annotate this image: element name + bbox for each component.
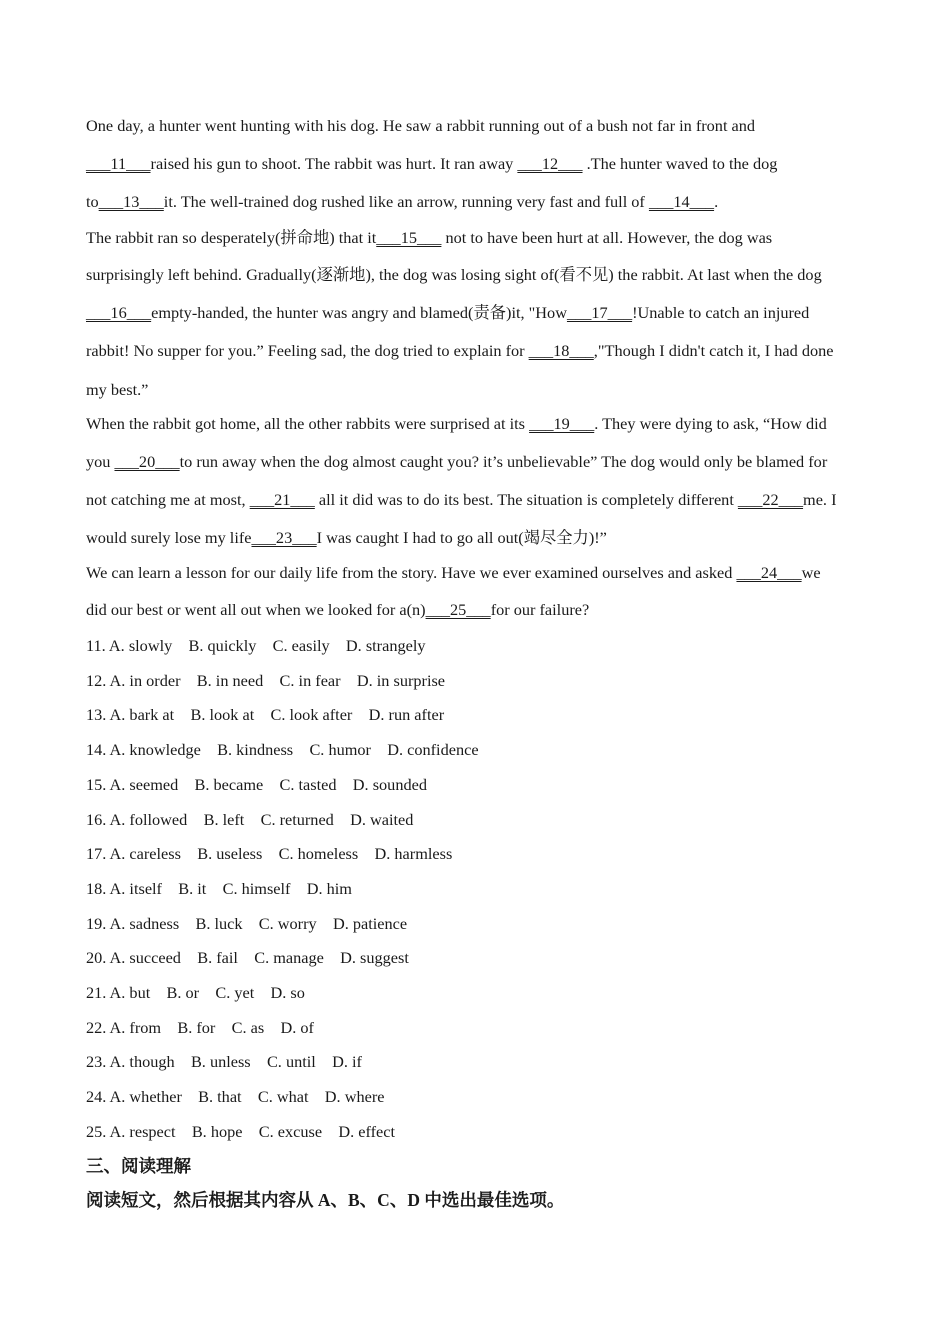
passage-line	[86, 600, 589, 620]
answer-option: B. look at	[190, 705, 255, 724]
answer-option: B. quickly	[188, 636, 257, 655]
answer-option: A. itself	[109, 879, 162, 898]
answer-option: C. manage	[254, 948, 324, 967]
answer-option: B. or	[166, 983, 200, 1002]
passage-text: all it did was to do its best. The situation is completely different	[314, 490, 738, 509]
answer-option: A. careless	[109, 844, 181, 863]
passage-line	[86, 228, 772, 248]
question-item	[86, 844, 452, 864]
question-number: 21.	[86, 983, 107, 1002]
answer-option: D. him	[306, 879, 352, 898]
passage-text: The rabbit ran so desperately(拼命地) that it	[86, 228, 377, 247]
question-item	[86, 948, 409, 968]
answer-option: B. kindness	[217, 740, 294, 759]
passage-text: ,"Though I didn't catch it, I had done	[593, 341, 834, 360]
passage-line	[86, 116, 755, 136]
question-item	[86, 914, 407, 934]
question-number: 24.	[86, 1087, 107, 1106]
passage-text: I was caught I had to go all out(竭尽全力)!”	[316, 528, 607, 547]
passage-line	[86, 380, 148, 400]
answer-option: D. waited	[350, 810, 414, 829]
passage-text: raised his gun to shoot. The rabbit was hurt. It ran away	[150, 154, 518, 173]
passage-text: surprisingly left behind. Gradually(逐渐地), the dog was losing sight of(看不见) the rabbit. At last when the dog	[86, 265, 822, 284]
blank: ___14___	[648, 192, 715, 211]
section-instruction: 阅读短文，然后根据其内容从 A、B、C、D 中选出最佳选项。	[86, 1190, 565, 1210]
passage-text: to	[86, 192, 99, 211]
question-item	[86, 775, 427, 795]
answer-option: A. but	[109, 983, 151, 1002]
question-item	[86, 1122, 395, 1142]
question-item	[86, 636, 426, 656]
answer-option: A. respect	[109, 1122, 176, 1141]
answer-option: B. hope	[191, 1122, 243, 1141]
question-number: 20.	[86, 948, 107, 967]
passage-text: !Unable to catch an injured	[632, 303, 810, 322]
blank: ___22___	[737, 490, 804, 509]
passage-text: .	[714, 192, 719, 211]
passage-text: When the rabbit got home, all the other rabbits were surprised at its	[86, 414, 530, 433]
passage-text: to run away when the dog almost caught you? it’s unbelievable” The dog would only be blamed for	[179, 452, 828, 471]
passage-text: We can learn a lesson for our daily life from the story. Have we ever examined ourselves and asked	[86, 563, 737, 582]
blank: ___12___	[517, 154, 583, 173]
answer-option: A. followed	[109, 810, 188, 829]
passage-text: empty-handed, the hunter was angry and blamed(责备)it, "How	[151, 303, 567, 322]
answer-option: A. seemed	[109, 775, 179, 794]
answer-option: B. useless	[197, 844, 263, 863]
question-number: 17.	[86, 844, 107, 863]
passage-text: would surely lose my life	[86, 528, 252, 547]
answer-option: C. tasted	[279, 775, 337, 794]
blank: ___19___	[529, 414, 595, 433]
passage-text: me. I	[803, 490, 837, 509]
passage-line	[86, 563, 821, 583]
answer-option: C. excuse	[258, 1122, 323, 1141]
question-number: 12.	[86, 671, 107, 690]
answer-option: D. patience	[332, 914, 408, 933]
answer-option: C. in fear	[279, 671, 341, 690]
question-number: 22.	[86, 1018, 107, 1037]
passage-text: not catching me at most,	[86, 490, 250, 509]
passage-text: rabbit! No supper for you.” Feeling sad, the dog tried to explain for	[86, 341, 529, 360]
blank: ___17___	[566, 303, 633, 322]
answer-option: C. easily	[272, 636, 330, 655]
blank: ___18___	[528, 341, 594, 360]
answer-option: B. unless	[190, 1052, 251, 1071]
answer-option: A. whether	[109, 1087, 182, 1106]
answer-option: C. himself	[222, 879, 291, 898]
answer-option: C. worry	[258, 914, 317, 933]
answer-option: B. fail	[197, 948, 238, 967]
passage-text: not to have been hurt at all. However, the dog was	[441, 228, 773, 247]
answer-option: B. luck	[195, 914, 243, 933]
question-number: 16.	[86, 810, 107, 829]
question-item	[86, 1052, 362, 1072]
answer-option: D. so	[270, 983, 305, 1002]
passage-text: my best.”	[86, 380, 149, 399]
answer-option: A. sadness	[109, 914, 180, 933]
answer-option: C. yet	[215, 983, 255, 1002]
blank: ___21___	[249, 490, 315, 509]
passage-line	[86, 528, 607, 548]
passage-text: . They were dying to ask, “How did	[594, 414, 827, 433]
question-item	[86, 983, 305, 1003]
blank: ___11___	[86, 154, 151, 173]
question-item	[86, 740, 479, 760]
passage-line	[86, 414, 827, 434]
question-item	[86, 1018, 314, 1038]
answer-option: B. left	[203, 810, 245, 829]
passage-line	[86, 192, 718, 212]
answer-option: D. in surprise	[356, 671, 446, 690]
answer-option: D. where	[324, 1087, 385, 1106]
answer-option: D. strangely	[345, 636, 426, 655]
question-number: 13.	[86, 705, 107, 724]
question-number: 23.	[86, 1052, 107, 1071]
answer-option: C. humor	[309, 740, 371, 759]
passage-text: you	[86, 452, 115, 471]
answer-option: A. though	[109, 1052, 175, 1071]
answer-option: D. suggest	[340, 948, 409, 967]
question-item	[86, 1087, 384, 1107]
passage-text: One day, a hunter went hunting with his dog. He saw a rabbit running out of a bush not far in front and	[86, 116, 756, 135]
answer-option: D. confidence	[387, 740, 479, 759]
passage-text: for our failure?	[490, 600, 590, 619]
answer-option: D. sounded	[352, 775, 427, 794]
answer-option: B. that	[198, 1087, 242, 1106]
question-number: 11.	[86, 636, 106, 655]
answer-option: D. of	[280, 1018, 314, 1037]
passage-line	[86, 341, 834, 361]
passage-text: we	[801, 563, 821, 582]
answer-option: A. succeed	[109, 948, 181, 967]
answer-option: D. harmless	[374, 844, 453, 863]
question-item	[86, 879, 352, 899]
blank: ___20___	[114, 452, 180, 471]
answer-option: A. knowledge	[109, 740, 201, 759]
answer-option: B. it	[178, 879, 207, 898]
question-number: 25.	[86, 1122, 107, 1141]
answer-option: C. what	[257, 1087, 309, 1106]
answer-option: C. look after	[270, 705, 353, 724]
answer-option: D. effect	[338, 1122, 395, 1141]
answer-option: A. bark at	[109, 705, 175, 724]
question-number: 15.	[86, 775, 107, 794]
blank: ___16___	[86, 303, 152, 322]
question-number: 14.	[86, 740, 107, 759]
question-item	[86, 810, 413, 830]
answer-option: C. as	[231, 1018, 265, 1037]
answer-option: C. until	[266, 1052, 316, 1071]
answer-option: C. homeless	[278, 844, 359, 863]
answer-option: B. for	[177, 1018, 216, 1037]
passage-line	[86, 303, 809, 323]
blank: ___13___	[98, 192, 164, 211]
question-number: 19.	[86, 914, 107, 933]
answer-option: A. from	[109, 1018, 162, 1037]
answer-option: B. in need	[196, 671, 264, 690]
passage-line	[86, 490, 837, 510]
passage-text: did our best or went all out when we looked for a(n)	[86, 600, 426, 619]
answer-option: D. if	[332, 1052, 362, 1071]
section-title: 三、阅读理解	[86, 1156, 191, 1176]
blank: ___15___	[376, 228, 442, 247]
answer-option: A. in order	[109, 671, 181, 690]
passage-line	[86, 154, 777, 174]
answer-option: D. run after	[368, 705, 445, 724]
blank: ___25___	[425, 600, 491, 619]
blank: ___24___	[736, 563, 802, 582]
question-number: 18.	[86, 879, 107, 898]
answer-option: A. slowly	[108, 636, 173, 655]
question-item	[86, 671, 445, 691]
answer-option: B. became	[194, 775, 264, 794]
question-item	[86, 705, 444, 725]
passage-text: it. The well-trained dog rushed like an arrow, running very fast and full of	[163, 192, 649, 211]
answer-option: C. returned	[260, 810, 334, 829]
passage-line	[86, 452, 827, 472]
passage-line	[86, 265, 822, 285]
passage-text: .The hunter waved to the dog	[582, 154, 778, 173]
blank: ___23___	[251, 528, 317, 547]
